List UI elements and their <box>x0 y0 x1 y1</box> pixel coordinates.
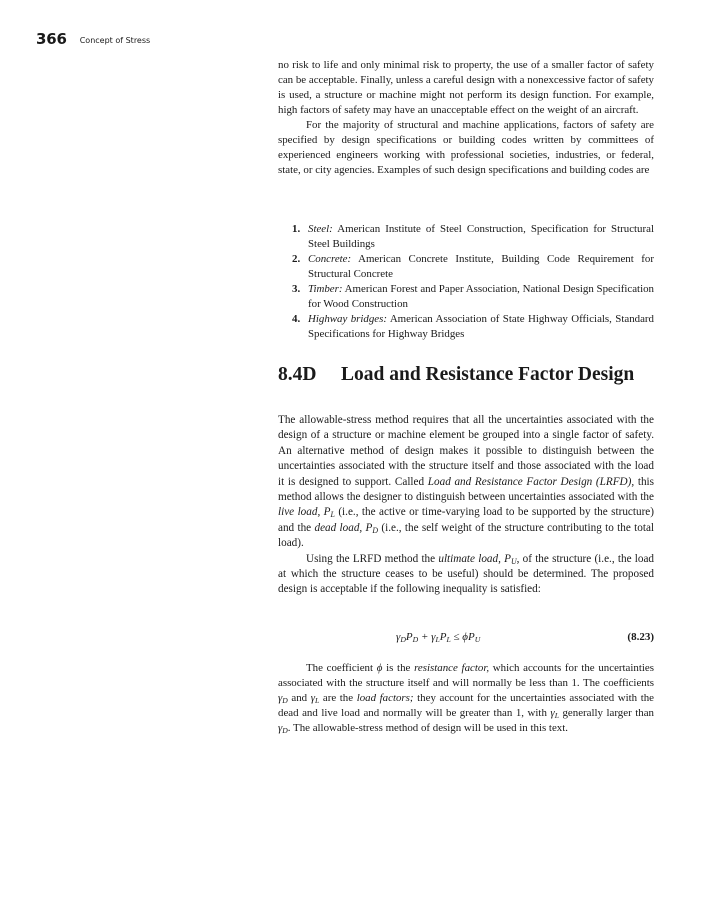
equation-expression: $\gamma_DP_D + \gamma_LP_L \le \phi P_U$ <box>396 631 481 644</box>
section-body <box>278 413 654 598</box>
intro-text <box>278 58 654 178</box>
equation-8-23 <box>278 631 654 647</box>
page-number: 366 <box>36 30 67 48</box>
running-title: Concept of Stress <box>79 36 151 45</box>
lrfd-paragraph-1: The allowable-stress method requires that all the uncertainties associated with the design of a structure or machine element be grouped into a single factor of safety. An alternative method of design makes it possible to distinguish between the uncertainties associated with the structure itself and those associated with the load it is designed to support. Called Load and Resistance Factor Design (LRFD), this method allows the designer to distinguish between uncertainties associated with the live load, $P_L$ (i.e., the active or time-varying load to be supported by the structure) and the dead load, $P_D$ (i.e., the self weight of the structure contributing to the total load). <box>278 414 655 550</box>
section-title: Load and Resistance Factor Design <box>341 364 635 385</box>
intro-paragraph-1: no risk to life and only minimal risk to property, the use of a smaller factor of safety can be acceptable. Finally, unless a careful design with a nonexcessive factor of safety is used, a structure or machine might not perform its design function. For example, high factors of safety may have an unacceptable effect on the weight of an aircraft. <box>278 59 654 116</box>
design-codes-list <box>292 222 654 342</box>
equation-number: (8.23) <box>627 631 654 643</box>
list-item: 1. Steel: American Institute of Steel Construction, Specification for Structural Steel Buildings <box>292 223 654 250</box>
lrfd-paragraph-2: Using the LRFD method the ultimate load, $P_U$, of the structure (i.e., the load at which the structure ceases to be useful) should be determined. The proposed design is acceptable if the following inequality is satisfied: <box>278 552 655 596</box>
section-number: 8.4D <box>278 364 317 385</box>
list-item: 2. Concrete: American Concrete Institute, Building Code Requirement for Structural Concrete <box>292 253 654 280</box>
closing-text <box>278 661 654 736</box>
intro-paragraph-2: For the majority of structural and machine applications, factors of safety are specified by design specifications or building codes written by committees of experienced engineers working with professional societies, industries, or federal, state, or city agencies. Examples of such design specifications and building codes are <box>278 119 654 176</box>
page-header <box>36 30 150 49</box>
list-item: 3. Timber: American Forest and Paper Association, National Design Specification for Wood Construction <box>292 283 654 310</box>
list-item: 4. Highway bridges: American Association of State Highway Officials, Standard Specifications for Highway Bridges <box>292 313 654 340</box>
lrfd-paragraph-3: The coefficient ϕ is the resistance factor, which accounts for the uncertainties associated with the structure itself and will normally be less than 1. The coefficients $\gamma_D$ and $\gamma_L$ are the load factors; they account for the uncertainties associated with the dead and live load and normally will be greater than 1, with $\gamma_L$ generally larger than $\gamma_D$. The allowable-stress method of design will be used in this text. <box>278 662 655 735</box>
